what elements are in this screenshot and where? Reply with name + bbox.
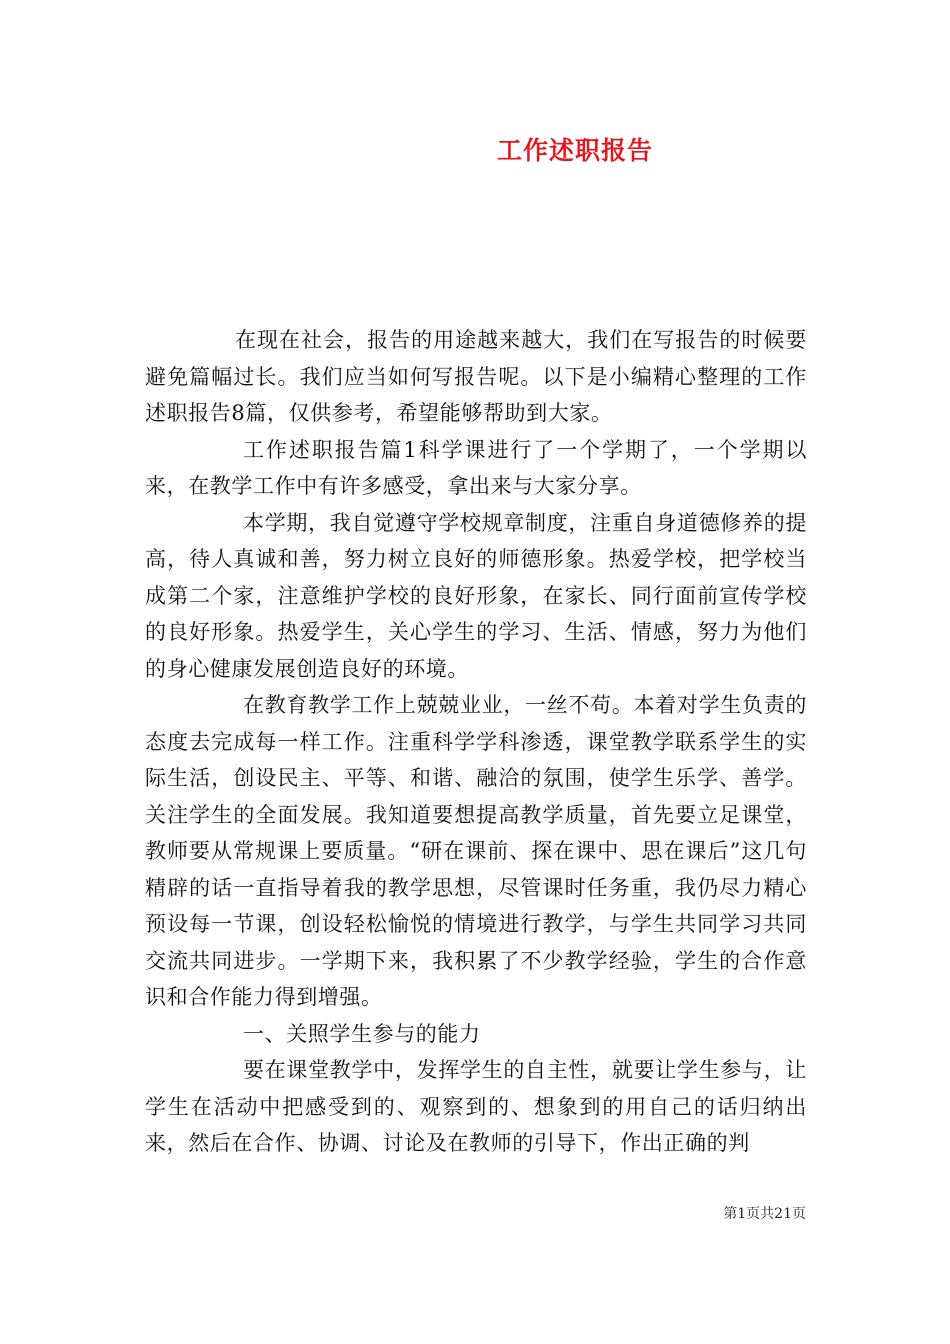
page-number-footer: 第1页共21页 — [723, 1206, 806, 1222]
paragraph-teaching: 在教育教学工作上兢兢业业，一丝不苟。本着对学生负责的态度去完成每一样工作。注重科学学科渗透，课堂教学联系学生的实际生活，创设民主、平等、和谐、融洽的氛围，使学生乐学、善学。关注学生的全面发展。我知道要想提高教学质量，首先要立足课堂，教师要从常规课上要质量。“研在课前、探在课中、思在课后”这几句精辟的话一直指导着我的教学思想，尽管课时任务重，我仍尽力精心预设每一节课，创设轻松愉悦的情境进行教学，与学生共同学习共同交流共同进步。一学期下来，我积累了不少教学经验，学生的合作意识和合作能力得到增强。 — [145, 693, 807, 1009]
paragraph-conduct: 本学期，我自觉遵守学校规章制度，注重自身道德修养的提高，待人真诚和善，努力树立良好的师德形象。热爱学校，把学校当成第二个家，注意维护学校的良好形象，在家长、同行面前宣传学校的良好形象。热爱学生，关心学生的学习、生活、情感，努力为他们的身心健康发展创造良好的环境。 — [145, 510, 807, 681]
document-body — [145, 322, 807, 1162]
section-heading: 一、关照学生参与的能力 — [243, 1021, 481, 1046]
document-title: 工作述职报告 — [496, 136, 653, 165]
paragraph-intro: 在现在社会，报告的用途越来越大，我们在写报告的时候要避免篇幅过长。我们应当如何写报告呢。以下是小编精心整理的工作述职报告8篇，仅供参考，希望能够帮助到大家。 — [145, 328, 807, 425]
paragraph-report-1: 工作述职报告篇1科学课进行了一个学期了，一个学期以来，在教学工作中有许多感受，拿出来与大家分享。 — [145, 437, 807, 498]
paragraph-participation: 要在课堂教学中，发挥学生的自主性，就要让学生参与，让学生在活动中把感受到的、观察到的、想象到的用自己的话归纳出来，然后在合作、协调、讨论及在教师的引导下，作出正确的判 — [145, 1058, 807, 1155]
